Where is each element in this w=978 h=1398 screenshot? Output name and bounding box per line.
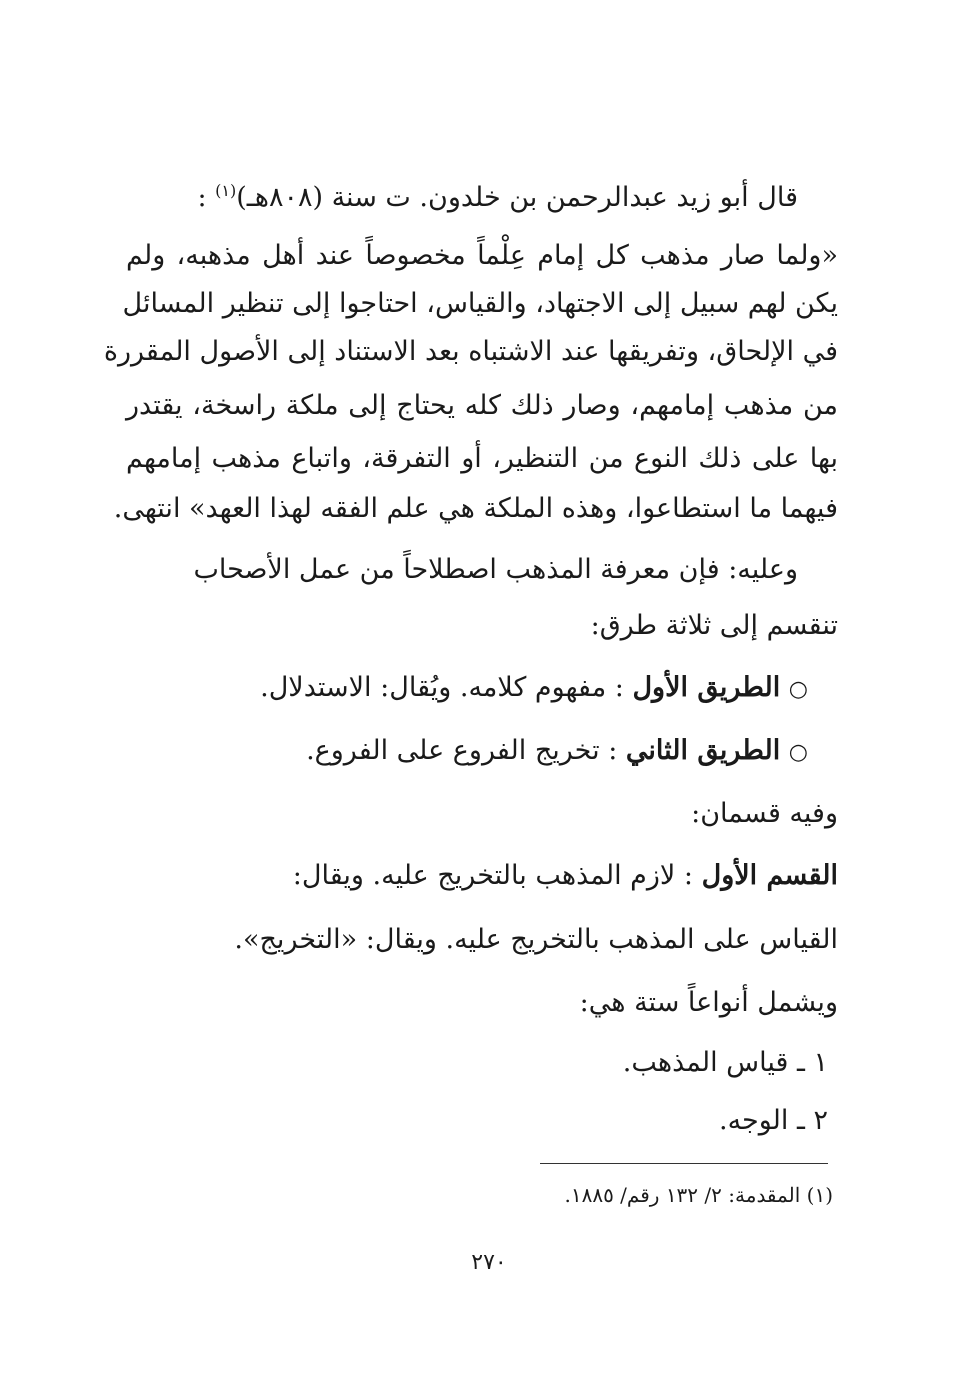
circle-bullet-icon: ○: [788, 740, 808, 765]
part-one: [293, 856, 838, 896]
quote-line-6: فيهما ما استطاعوا، وهذه الملكة هي علم الفقه لهذا العهد» انتهى.: [113, 493, 838, 524]
type-item-1: ١ ـ قياس المذهب.: [622, 1047, 828, 1078]
way-two-label: الطريق الثاني: [625, 735, 781, 766]
type-item-2: ٢ ـ الوجه.: [718, 1105, 828, 1136]
way-one-text: : مفهوم كلامه. ويُقال: الاستدلال.: [260, 672, 633, 703]
footnote-text: (١) المقدمة: ٢/ ١٣٢ رقم/ ١٨٨٥.: [564, 1183, 833, 1207]
quote-line-1: «ولما صار مذهب كل إمام عِلْماً مخصوصاً عند أهل مذهبه، ولم: [126, 240, 838, 271]
way-one: [260, 668, 808, 710]
sub-intro: وفيه قسمان:: [691, 798, 838, 829]
paragraph-2-line-1: وعليه: فإن معرفة المذهب اصطلاحاً من عمل الأصحاب: [193, 554, 798, 585]
part-one-continuation: القياس على المذهب بالتخريج عليه. ويقال: «التخريج».: [234, 924, 838, 955]
way-two: [306, 731, 808, 773]
ibn-khaldun-intro: قال أبو زيد عبدالرحمن بن خلدون. ت سنة (٨٠٨هـ): [236, 182, 798, 213]
quote-line-3: في الإلحاق، وتفريقها عند الاشتباه بعد الاستناد إلى الأصول المقررة: [103, 336, 838, 367]
page-number: ٢٧٠: [471, 1250, 507, 1275]
way-one-label: الطريق الأول: [632, 672, 781, 703]
way-two-text: : تخريج الفروع على الفروع.: [306, 735, 626, 766]
paragraph-2-line-2: تنقسم إلى ثلاثة طرق:: [590, 610, 838, 641]
circle-bullet-icon: ○: [788, 677, 808, 702]
quote-line-4: من مذهب إمامهم، وصار ذلك كله يحتاج إلى ملكة راسخة، يقتدر: [126, 390, 838, 421]
part-one-label: القسم الأول: [701, 860, 838, 891]
intro-colon: :: [197, 182, 207, 213]
footnote-reference: (١): [215, 181, 237, 200]
quote-line-5: بها على ذلك النوع من التنظير، أو التفرقة، واتباع مذهب إمامهم: [126, 443, 838, 474]
paragraph-1-opening-line: [197, 178, 798, 218]
footnote-divider: [540, 1163, 828, 1164]
quote-line-2: يكن لهم سبيل إلى الاجتهاد، والقياس، احتاجوا إلى تنظير المسائل: [122, 288, 838, 319]
part-one-text: : لازم المذهب بالتخريج عليه. ويقال:: [292, 860, 702, 891]
types-intro: ويشمل أنواعاً ستة هي:: [579, 987, 838, 1018]
